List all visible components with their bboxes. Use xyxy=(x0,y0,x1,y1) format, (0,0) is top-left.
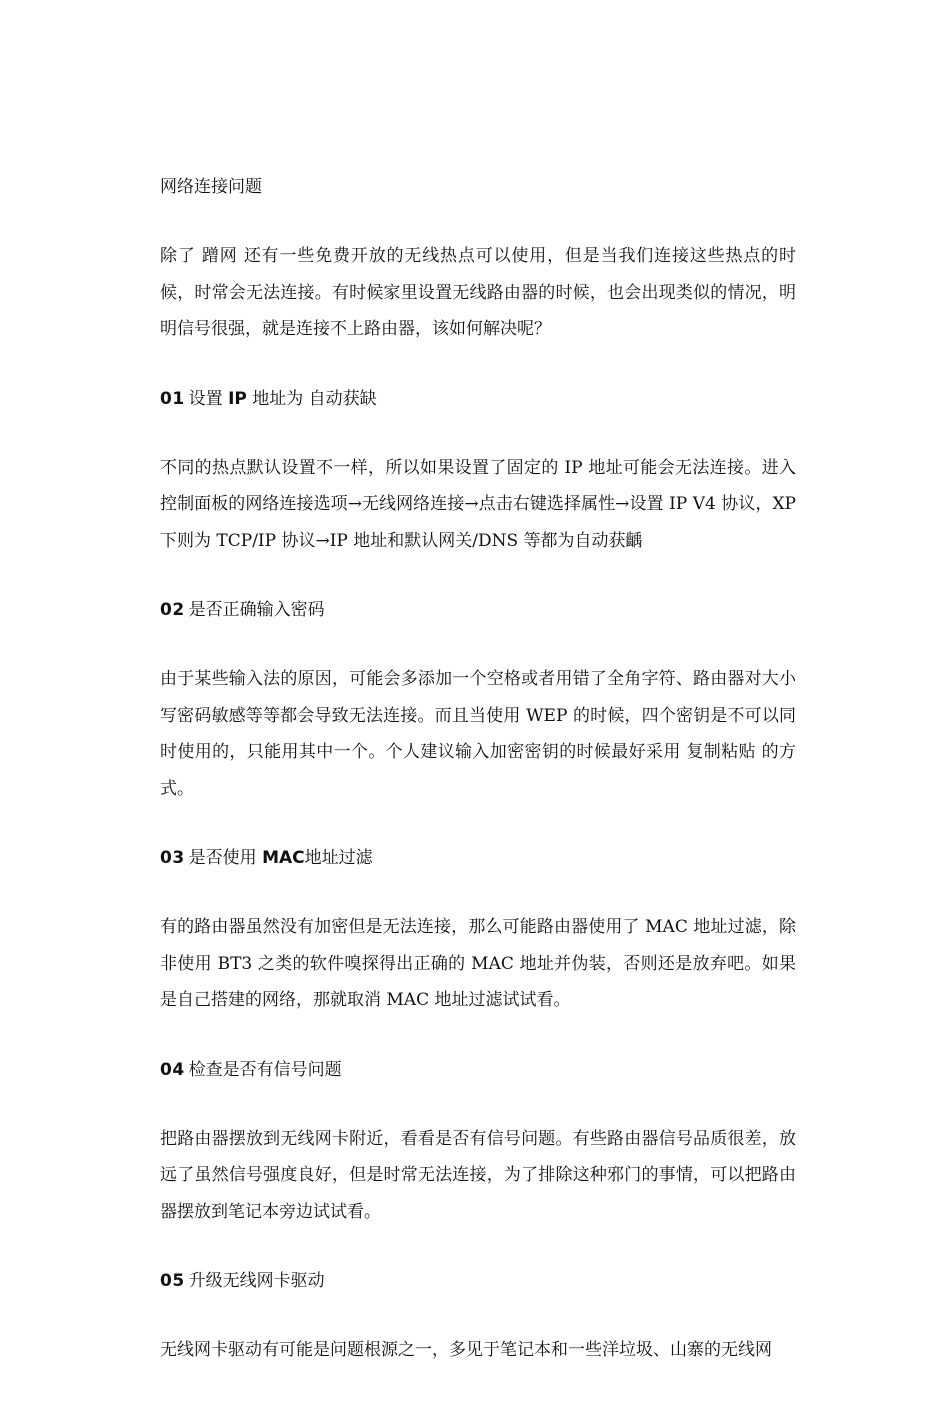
intro-paragraph: 除了 蹭网 还有一些免费开放的无线热点可以使用，但是当我们连接这些热点的时候，时常会无法连接。有时候家里设置无线路由器的时候，也会出现类似的情况，明明信号很强，就是连接不上路由器，该如何解决呢？ xyxy=(160,246,796,339)
section-heading-03 xyxy=(160,843,796,873)
document-page xyxy=(160,172,796,1405)
section-paragraph-02: 由于某些输入法的原因，可能会多添加一个空格或者用错了全角字符、路由器对大小写密码敏感等等都会导致无法连接。而且当使用 WEP 的时候，四个密钥是不可以同时使用的，只能用其中一个。个人建议输入加密密钥的时候最好采用 复制粘贴 的方式。 xyxy=(160,669,796,799)
section-number: 03 xyxy=(160,848,185,868)
section-number: 04 xyxy=(160,1059,185,1080)
section-heading-01 xyxy=(160,384,796,414)
section-heading-text: 是否使用 xyxy=(188,848,257,868)
section-heading-text: 检查是否有信号问题 xyxy=(188,1059,342,1080)
section-heading-text-tail: 地址为 自动获缺 xyxy=(252,388,377,409)
section-heading-text-tail: 地址过滤 xyxy=(304,848,373,868)
section-heading-text: 升级无线网卡驱动 xyxy=(188,1271,325,1291)
section-heading-05 xyxy=(160,1266,796,1296)
section-heading-02 xyxy=(160,595,796,625)
section-heading-bold: MAC xyxy=(262,848,305,868)
section-number: 02 xyxy=(160,600,185,620)
section-heading-text: 是否正确输入密码 xyxy=(188,600,325,620)
section-number: 05 xyxy=(160,1271,185,1291)
section-number: 01 xyxy=(160,388,185,409)
section-paragraph-03: 有的路由器虽然没有加密但是无法连接，那么可能路由器使用了 MAC 地址过滤，除非使用 BT3 之类的软件嗅探得出正确的 MAC 地址并伪装，否则还是放弃吧。如果是自己搭建的网络，那就取消 MAC 地址过滤试试看。 xyxy=(160,917,796,1010)
section-paragraph-04: 把路由器摆放到无线网卡附近，看看是否有信号问题。有些路由器信号品质很差，放远了虽然信号强度良好，但是时常无法连接，为了排除这种邪门的事情，可以把路由器摆放到笔记本旁边试试看。 xyxy=(160,1128,796,1222)
section-paragraph-01: 不同的热点默认设置不一样，所以如果设置了固定的 IP 地址可能会无法连接。进入控制面板的网络连接选项→无线网络连接→点击右键选择属性→设置 IP V4 协议，XP 下则为 TCP/IP 协议→IP 地址和默认网关/DNS 等都为自动获齲 xyxy=(160,457,796,551)
section-heading-bold: IP xyxy=(228,388,247,409)
section-heading-text: 设置 xyxy=(188,388,223,409)
document-title: 网络连接问题 xyxy=(160,177,262,197)
section-heading-04 xyxy=(160,1055,796,1085)
section-paragraph-05: 无线网卡驱动有可能是问题根源之一，多见于笔记本和一些洋垃圾、山寨的无线网 xyxy=(160,1340,772,1360)
